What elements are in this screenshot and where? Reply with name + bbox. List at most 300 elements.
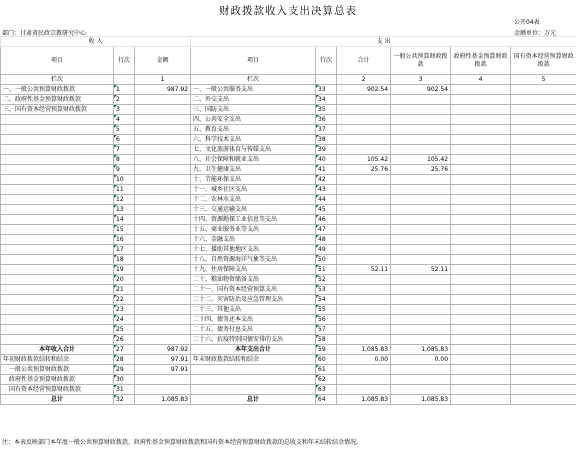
income-amount-cell [135,145,191,155]
expense-line-cell: 37 [316,125,337,135]
income-item-cell [1,185,114,195]
expense-item-cell: 八、社会保障和就业支出 [191,155,316,165]
expense-line-cell: 38 [316,135,337,145]
income-item-cell: 一、一般公共预算财政拨款 [1,85,114,95]
table-row [1,195,576,205]
expense-state-capital-cell [511,215,576,225]
expense-item-cell: 一、一般公共服务支出 [191,85,316,95]
expense-item-cell: 二十四、债务还本支出 [191,315,316,325]
expense-state-capital-cell [511,365,576,375]
table-row [1,245,576,255]
table-row [1,325,576,335]
expense-total-cell [337,235,391,245]
income-amount-cell [135,115,191,125]
expense-general-cell: 25.76 [391,165,451,175]
table-row [1,395,576,405]
expense-gov-fund-cell [451,235,511,245]
expense-line-cell: 48 [316,235,337,245]
income-line-cell: 6 [114,135,135,145]
expense-total-cell: 902.54 [337,85,391,95]
unit-label: 金额单位：万元 [514,30,557,37]
table-row [1,365,576,375]
expense-item-cell: 十五、商业服务业等支出 [191,225,316,235]
table-row [1,205,576,215]
expense-item-cell: 二、外交支出 [191,95,316,105]
income-line-cell: 29 [114,365,135,375]
income-amount-cell [135,205,191,215]
expense-line-cell: 52 [316,275,337,285]
income-amount-cell [135,225,191,235]
expense-line-cell: 58 [316,335,337,345]
expense-line-cell: 39 [316,145,337,155]
income-item-cell: 年初财政拨款结转和结余 [1,355,114,365]
expense-general-cell [391,375,451,385]
income-line-cell: 20 [114,275,135,285]
table-row [1,165,576,175]
income-line-cell: 2 [114,95,135,105]
expense-gov-fund-cell [451,265,511,275]
income-line-cell: 31 [114,385,135,395]
table-row [1,145,576,155]
expense-item-cell: 二十六、抗疫特别国债安排的支出 [191,335,316,345]
income-item-cell: 二、政府性基金预算财政拨款 [1,95,114,105]
expense-gov-fund-cell [451,385,511,395]
income-item-cell [1,165,114,175]
expense-state-capital-cell [511,295,576,305]
income-amount-cell [135,375,191,385]
expense-item-cell: 五、教育支出 [191,125,316,135]
income-line-cell: 1 [114,85,135,95]
expense-line-cell: 61 [316,365,337,375]
table-row [1,305,576,315]
income-line-cell: 13 [114,205,135,215]
expense-gov-fund-cell [451,295,511,305]
expense-gov-fund-cell [451,125,511,135]
expense-item-cell: 七、文化旅游体育与传媒支出 [191,145,316,155]
table-row [1,225,576,235]
expense-state-capital-cell [511,155,576,165]
expense-item-cell: 九、卫生健康支出 [191,165,316,175]
expense-state-capital-cell [511,85,576,95]
income-item-cell [1,305,114,315]
expense-gov-fund-header: 政府性基金预算财政拨款 [451,47,511,75]
expense-line-cell: 50 [316,255,337,265]
table-body [1,37,576,405]
expense-general-cell [391,175,451,185]
income-line-cell: 22 [114,295,135,305]
income-line-cell: 17 [114,245,135,255]
income-item-cell [1,275,114,285]
col-label-right: 栏次 [191,75,316,85]
income-line-cell: 24 [114,315,135,325]
expense-total-cell [337,275,391,285]
income-amount-cell [135,125,191,135]
expense-state-capital-cell [511,165,576,175]
income-item-cell [1,325,114,335]
expense-item-cell: 二十一、国有资本经营预算支出 [191,285,316,295]
expense-total-cell [337,215,391,225]
income-item-cell [1,125,114,135]
expense-line-cell: 36 [316,115,337,125]
expense-gov-fund-cell [451,225,511,235]
expense-line-cell: 55 [316,305,337,315]
income-amount-cell [135,325,191,335]
col-blank-left [114,75,135,85]
expense-item-cell: 十七、援助其他地区支出 [191,245,316,255]
expense-total-cell [337,255,391,265]
income-line-cell: 5 [114,125,135,135]
expense-item-cell: 年末财政拨款结转和结余 [191,355,316,365]
expense-line-cell: 33 [316,85,337,95]
expense-gov-fund-cell [451,355,511,365]
expense-general-cell [391,185,451,195]
table-row [1,185,576,195]
expense-total-cell [337,385,391,395]
page-title: 财政拨款收入支出决算总表 [219,5,357,17]
income-amount-cell: 97.91 [135,355,191,365]
expense-state-capital-cell [511,115,576,125]
expense-gov-fund-cell [451,395,511,405]
expense-total-cell [337,305,391,315]
expense-total-cell: 25.76 [337,165,391,175]
expense-state-capital-cell [511,235,576,245]
expense-state-capital-cell [511,105,576,115]
expense-general-cell: 1,085.83 [391,395,451,405]
expense-line-cell: 43 [316,185,337,195]
income-line-cell: 25 [114,325,135,335]
expense-general-cell [391,275,451,285]
expense-total-cell: 1,085.83 [337,345,391,355]
expense-general-cell: 52.11 [391,265,451,275]
expense-line-cell: 40 [316,155,337,165]
income-item-cell [1,195,114,205]
expense-line-cell: 62 [316,375,337,385]
expense-item-cell: 二十、粮油物资储备支出 [191,275,316,285]
income-line-cell: 19 [114,265,135,275]
expense-state-capital-cell [511,315,576,325]
income-item-cell [1,225,114,235]
department-label: 部门：甘肃省民政宗教研究中心 [2,30,87,37]
expense-general-cell [391,305,451,315]
income-line-cell: 16 [114,235,135,245]
income-line-cell: 27 [114,345,135,355]
budget-table [0,36,576,405]
expense-gov-fund-cell [451,275,511,285]
income-amount-cell [135,335,191,345]
expense-state-capital-cell [511,345,576,355]
expense-state-capital-cell [511,255,576,265]
expense-gov-fund-cell [451,105,511,115]
expense-gov-fund-cell [451,95,511,105]
expense-item-cell: 十二、农林水支出 [191,195,316,205]
expense-gov-fund-cell [451,205,511,215]
expense-item-cell: 十、节能环保支出 [191,175,316,185]
income-amount-cell: 987.92 [135,85,191,95]
income-item-cell [1,175,114,185]
col-number-5: 5 [511,75,576,85]
expense-total-cell [337,335,391,345]
col-number-2: 2 [337,75,391,85]
expense-gov-fund-cell [451,85,511,95]
expense-general-cell: 0.00 [391,355,451,365]
form-number: 公开04表 [514,19,540,26]
income-amount-cell [135,195,191,205]
income-item-cell [1,205,114,215]
expense-gov-fund-cell [451,215,511,225]
income-amount-cell [135,315,191,325]
expense-gov-fund-cell [451,115,511,125]
income-line-cell: 11 [114,185,135,195]
income-line-cell: 18 [114,255,135,265]
expense-total-cell [337,185,391,195]
income-amount-cell [135,185,191,195]
expense-state-capital-header: 国有资本经营预算财政拨款 [511,47,576,75]
expense-state-capital-cell [511,355,576,365]
income-line-cell: 21 [114,285,135,295]
expense-line-header: 行次 [316,47,337,75]
expense-general-cell [391,325,451,335]
income-item-cell: 总计 [1,395,114,405]
table-row [1,295,576,305]
expense-line-cell: 49 [316,245,337,255]
expense-item-cell: 十三、交通运输支出 [191,205,316,215]
income-amount-cell [135,165,191,175]
expense-item-cell: 十九、住房保障支出 [191,265,316,275]
income-header: 收 入 [1,37,191,47]
expense-header: 支 出 [191,37,576,47]
expense-general-cell [391,125,451,135]
income-item-cell: 本年收入合计 [1,345,114,355]
table-row [1,95,576,105]
expense-total-cell [337,135,391,145]
table-row [1,215,576,225]
expense-state-capital-cell [511,385,576,395]
table-row [1,125,576,135]
table-row [1,385,576,395]
expense-total-cell [337,285,391,295]
income-item-cell [1,265,114,275]
expense-total-cell [337,245,391,255]
expense-gov-fund-cell [451,145,511,155]
income-amount-cell [135,235,191,245]
expense-state-capital-cell [511,395,576,405]
income-item-cell [1,295,114,305]
income-line-cell: 15 [114,225,135,235]
expense-state-capital-cell [511,245,576,255]
income-item-cell [1,135,114,145]
expense-total-cell: 52.11 [337,265,391,275]
table-row [1,105,576,115]
expense-line-cell: 41 [316,165,337,175]
expense-gov-fund-cell [451,185,511,195]
income-item-cell [1,315,114,325]
table-row [1,135,576,145]
expense-total-cell [337,145,391,155]
table-row [1,115,576,125]
expense-line-cell: 56 [316,315,337,325]
expense-item-cell [191,375,316,385]
income-amount-cell [135,245,191,255]
expense-state-capital-cell [511,335,576,345]
table-row [1,235,576,245]
expense-general-cell [391,385,451,395]
expense-line-cell: 64 [316,395,337,405]
table-row [1,335,576,345]
income-line-header: 行次 [114,47,135,75]
expense-item-cell: 四、公共安全支出 [191,115,316,125]
expense-item-cell [191,365,316,375]
income-item-header: 项目 [1,47,114,75]
income-line-cell: 10 [114,175,135,185]
expense-general-cell [391,295,451,305]
col-number-4: 4 [451,75,511,85]
expense-line-cell: 46 [316,215,337,225]
expense-general-cell [391,235,451,245]
expense-item-cell: 总计 [191,395,316,405]
income-line-cell: 9 [114,165,135,175]
expense-gov-fund-cell [451,135,511,145]
income-item-cell [1,155,114,165]
income-line-cell: 14 [114,215,135,225]
expense-total-cell [337,295,391,305]
expense-item-cell: 十四、资源勘探工业信息等支出 [191,215,316,225]
expense-total-cell [337,325,391,335]
expense-general-cell: 902.54 [391,85,451,95]
table-row [1,345,576,355]
expense-state-capital-cell [511,265,576,275]
expense-line-cell: 42 [316,175,337,185]
expense-total-cell [337,365,391,375]
income-amount-cell [135,255,191,265]
expense-state-capital-cell [511,135,576,145]
income-item-cell [1,115,114,125]
income-amount-cell [135,135,191,145]
income-item-cell: 一般公共预算财政拨款 [1,365,114,375]
income-item-cell [1,145,114,155]
income-amount-header: 金额 [135,47,191,75]
income-amount-cell [135,385,191,395]
expense-general-cell [391,145,451,155]
expense-line-cell: 59 [316,345,337,355]
expense-line-cell: 44 [316,195,337,205]
income-item-cell [1,255,114,265]
income-line-cell: 30 [114,375,135,385]
table-row [1,265,576,275]
expense-gov-fund-cell [451,175,511,185]
income-amount-cell [135,275,191,285]
expense-state-capital-cell [511,205,576,215]
expense-item-cell: 二十三、其他支出 [191,305,316,315]
income-item-cell [1,235,114,245]
income-item-cell: 国有资本经营预算财政拨款 [1,385,114,395]
expense-item-header: 项目 [191,47,316,75]
income-amount-cell: 987.92 [135,345,191,355]
expense-state-capital-cell [511,175,576,185]
income-line-cell: 4 [114,115,135,125]
income-line-cell: 23 [114,305,135,315]
expense-state-capital-cell [511,185,576,195]
expense-item-cell: 十八、自然资源海洋气象等支出 [191,255,316,265]
expense-line-cell: 54 [316,295,337,305]
header-row [1,47,576,75]
income-amount-cell: 1,085.83 [135,395,191,405]
expense-item-cell: 本年支出合计 [191,345,316,355]
col-blank-right [316,75,337,85]
expense-state-capital-cell [511,125,576,135]
expense-total-cell [337,105,391,115]
expense-general-cell [391,245,451,255]
expense-general-cell [391,335,451,345]
income-amount-cell [135,155,191,165]
expense-gov-fund-cell [451,365,511,375]
expense-item-cell: 十六、金融支出 [191,235,316,245]
income-amount-cell [135,295,191,305]
expense-item-cell: 二十五、债务付息支出 [191,325,316,335]
expense-total-cell: 105.42 [337,155,391,165]
income-amount-cell [135,215,191,225]
table-row [1,375,576,385]
expense-gov-fund-cell [451,285,511,295]
expense-state-capital-cell [511,275,576,285]
expense-state-capital-cell [511,145,576,155]
income-amount-cell [135,305,191,315]
expense-state-capital-cell [511,225,576,235]
expense-state-capital-cell [511,285,576,295]
expense-gov-fund-cell [451,255,511,265]
expense-gov-fund-cell [451,345,511,355]
income-line-cell: 32 [114,395,135,405]
expense-general-cell [391,195,451,205]
expense-general-cell [391,115,451,125]
footnote: 注：本表反映部门本年度一般公共预算财政拨款、政府性基金预算财政拨款和国有资本经营预算财政拨款的总收支和年末结转结余情况。 [2,439,363,446]
income-line-cell: 26 [114,335,135,345]
expense-state-capital-cell [511,375,576,385]
expense-general-cell [391,225,451,235]
expense-line-cell: 57 [316,325,337,335]
expense-general-cell: 1,085.83 [391,345,451,355]
income-line-cell: 12 [114,195,135,205]
table-row [1,315,576,325]
table-row [1,175,576,185]
expense-item-cell: 十一、城乡社区支出 [191,185,316,195]
table-row [1,155,576,165]
table-row [1,275,576,285]
expense-gov-fund-cell [451,375,511,385]
expense-total-cell [337,115,391,125]
table-row [1,285,576,295]
expense-item-cell: 二十二、灾害防治及应急管理支出 [191,295,316,305]
income-item-cell: 政府性基金预算财政拨款 [1,375,114,385]
expense-gov-fund-cell [451,245,511,255]
expense-total-cell [337,175,391,185]
expense-gov-fund-cell [451,155,511,165]
expense-gov-fund-cell [451,315,511,325]
income-amount-cell [135,265,191,275]
expense-general-cell [391,105,451,115]
expense-total-cell [337,195,391,205]
expense-total-cell: 1,085.83 [337,395,391,405]
expense-total-cell [337,125,391,135]
income-amount-cell [135,95,191,105]
expense-general-cell: 105.42 [391,155,451,165]
col-number-3: 3 [391,75,451,85]
expense-line-cell: 53 [316,285,337,295]
expense-general-cell [391,215,451,225]
expense-state-capital-cell [511,95,576,105]
expense-gov-fund-cell [451,305,511,315]
expense-gov-fund-cell [451,165,511,175]
expense-line-cell: 35 [316,105,337,115]
